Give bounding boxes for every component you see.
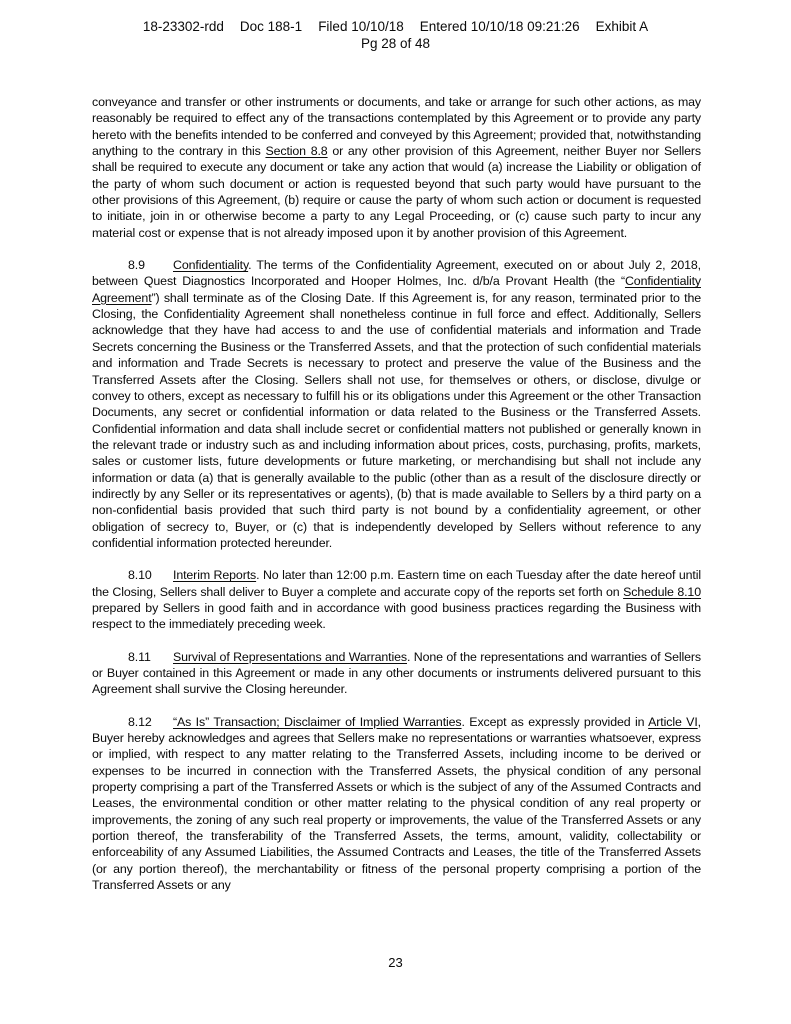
body-text: ”) shall terminate as of the Closing Date. If this Agreement is, for any reason, terminated prior to the Closing, the Confidentiality Agreement shall nonetheless continue in full force and effect. Additionally, Sellers acknowledge that they have had access to and the use of confidential materials and information and Trade Secrets concerning the Business or the Transferred Assets, and that the protection of such confidential materials and information and Trade Secrets is necessary to protect and preserve the value of the Business and the Transferred Assets after the Closing. Sellers shall not use, for themselves or others, or disclose, divulge or convey to others, except as necessary to fulfill his or its obligations under this Agreement or the other Transaction Documents, any secret or confidential information or data related to the Business or the Transferred Assets. Confidential information and data shall include secret or confidential matters not published or generally known in the relevant trade or industry such as and including information about prices, costs, purchasing, profits, markets, sales or customer lists, future developments or future marketing, or merchandising but shall not include any information or data (a) that is generally available to the public (other than as a result of the disclosure directly or indirectly by any Seller or its representatives or agents), (b) that is made available to Sellers by a third party on a non-confidential basis provided that such third party is not bound by a confidentiality agreement, or other obligation of secrecy to, Buyer, or (c) that is independently developed by Sellers without reference to any confidential information protected hereunder. bbox=[92, 290, 701, 550]
underlined-text: Schedule 8.10 bbox=[623, 584, 701, 599]
body-text: . The terms of the Confidentiality Agreement, executed on or about July 2, 2018, between Quest Diagnostics Incorporated and Hooper Holmes, Inc. d/b/a Provant Health (the “ bbox=[92, 258, 701, 289]
page-number: 23 bbox=[388, 955, 403, 970]
court-stamp-segment: 18-23302-rdd bbox=[142, 19, 224, 34]
underlined-text: Interim Reports bbox=[173, 568, 257, 583]
court-stamp-segment: Exhibit A bbox=[595, 19, 649, 34]
body-text: or any other provision of this Agreement, neither Buyer nor Sellers shall be required to execute any document or take any action that would (a) increase the Liability or obligation of the party of whom such document or action is requested beyond that such party would have pursuant to the other provisions of this Agreement, (b) require or cause the party of whom such action or document is requested to initiate, join in or otherwise become a party to any Legal Proceeding, or (c) cause such party to incur any material cost or expense that is not already imposed upon it by another provision of this Agreement. bbox=[92, 144, 702, 240]
underlined-text: Article VI bbox=[648, 714, 698, 729]
underlined-text: “As Is” Transaction; Disclaimer of Implied Warranties bbox=[173, 714, 462, 729]
court-stamp-line2: Pg 28 of 48 bbox=[360, 36, 431, 51]
underlined-text: Section 8.8 bbox=[265, 144, 328, 159]
section-8-10 bbox=[92, 567, 701, 632]
section-number: 8.12 bbox=[128, 714, 152, 729]
paragraph-8-8-continuation bbox=[92, 94, 701, 241]
court-stamp-header bbox=[0, 18, 791, 52]
court-stamp-segment: Filed 10/10/18 bbox=[318, 19, 404, 34]
court-stamp-segment: Doc 188-1 bbox=[239, 19, 303, 34]
document-body bbox=[92, 94, 701, 909]
body-text: . No later than 12:00 p.m. Eastern time on each Tuesday after the date hereof until the Closing, Sellers shall deliver to Buyer a complete and accurate copy of the reports set forth on bbox=[92, 568, 701, 599]
section-number: 8.9 bbox=[128, 258, 145, 273]
body-text: . Except as expressly provided in bbox=[461, 714, 649, 729]
court-stamp-segment: Entered 10/10/18 09:21:26 bbox=[419, 19, 580, 34]
section-number: 8.11 bbox=[128, 649, 151, 664]
body-text: conveyance and transfer or other instruments or documents, and take or arrange for such other actions, as may reasonably be required to effect any of the transactions contemplated by this Agreement or to provide any party hereto with the benefits intended to be conferred and conveyed by this Agreement; provided that, notwithstanding anything to the contrary in this bbox=[92, 95, 701, 159]
body-text: , Buyer hereby acknowledges and agrees that Sellers make no representations or warranties whatsoever, express or implied, with respect to any matter relating to the Transferred Assets, including income to be derived or expenses to be incurred in connection with the Transferred Assets, the physical condition of any personal property comprising a part of the Transferred Assets or which is the subject of any of the Assumed Contracts and Leases, the environmental condition or other matter relating to the physical condition of any real property or improvements, the zoning of any such real property or improvements, the value of the Transferred Assets or any portion thereof, the transferability of the Transferred Assets, the terms, amount, validity, collectability or enforceability of any Assumed Liabilities, the Assumed Contracts and Leases, the title of the Transferred Assets (or any portion thereof), the merchantability or fitness of the personal property comprising a portion of the Transferred Assets or any bbox=[92, 714, 701, 893]
body-text: . None of the representations and warranties of Sellers or Buyer contained in this Agreement or made in any other documents or instruments delivered pursuant to this Agreement shall survive the Closing hereunder. bbox=[92, 649, 701, 697]
court-stamp-line1 bbox=[0, 18, 791, 35]
section-8-11 bbox=[92, 649, 701, 698]
section-number: 8.10 bbox=[128, 568, 152, 583]
underlined-text: Confidentiality bbox=[173, 258, 249, 273]
section-8-9 bbox=[92, 257, 701, 551]
section-8-12 bbox=[92, 714, 701, 894]
underlined-text: Survival of Representations and Warranties bbox=[173, 649, 407, 664]
underlined-text: Confidentiality Agreement bbox=[92, 274, 701, 305]
body-text: prepared by Sellers in good faith and in accordance with good business practices regarding the Business with respect to the immediately preceding week. bbox=[92, 600, 701, 632]
